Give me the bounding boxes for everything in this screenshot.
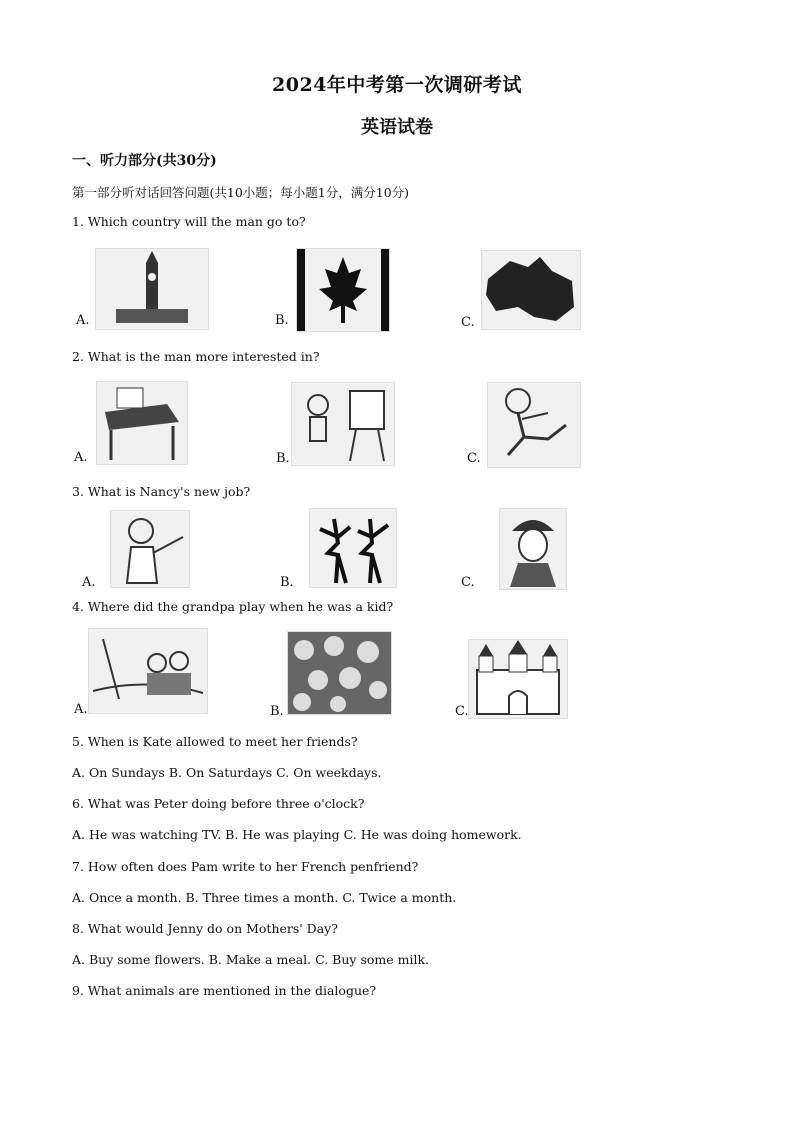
question-7-options: A. Once a month. B. Three times a month. C. Twice a month. xyxy=(72,890,457,905)
fishing-image xyxy=(88,628,208,714)
skating-boy-image xyxy=(487,382,581,468)
question-9: 9. What animals are mentioned in the dialogue? xyxy=(72,983,377,998)
q3-label-a: A. xyxy=(82,575,96,590)
question-8-options: A. Buy some flowers. B. Make a meal. C. Buy some milk. xyxy=(72,952,430,967)
big-ben-image xyxy=(95,248,209,330)
q1-label-c: C. xyxy=(461,315,475,330)
question-2: 2. What is the man more interested in? xyxy=(72,349,320,364)
question-4: 4. Where did the grandpa play when he was a kid? xyxy=(72,599,394,614)
q2-label-a: A. xyxy=(74,450,88,465)
question-6-options: A. He was watching TV. B. He was playing C. He was doing homework. xyxy=(72,827,522,842)
question-6: 6. What was Peter doing before three o'clock? xyxy=(72,796,365,811)
part-instructions: 第一部分听对话回答问题(共10小题；每小题1分，满分10分) xyxy=(72,185,410,200)
q2-label-b: B. xyxy=(276,451,290,466)
question-5: 5. When is Kate allowed to meet her friends? xyxy=(72,734,358,749)
opera-singer-image xyxy=(499,508,567,590)
q3-label-c: C. xyxy=(461,575,475,590)
question-8: 8. What would Jenny do on Mothers' Day? xyxy=(72,921,338,936)
q1-label-b: B. xyxy=(275,313,289,328)
question-5-options: A. On Sundays B. On Saturdays C. On weekdays. xyxy=(72,765,382,780)
q4-label-b: B. xyxy=(270,704,284,719)
question-3: 3. What is Nancy's new job? xyxy=(72,484,251,499)
painting-boy-image xyxy=(291,382,395,466)
dancers-image xyxy=(309,508,397,588)
section-heading: 一、听力部分(共30分) xyxy=(72,153,217,169)
exam-subtitle: 英语试卷 xyxy=(361,117,433,138)
teacher-image xyxy=(110,510,190,588)
piano-image xyxy=(96,381,188,465)
q2-label-c: C. xyxy=(467,451,481,466)
q4-label-a: A. xyxy=(74,702,88,717)
maple-leaf-flag-image xyxy=(296,248,390,332)
forest-image xyxy=(287,631,392,715)
question-7: 7. How often does Pam write to her French penfriend? xyxy=(72,859,419,874)
question-1: 1. Which country will the man go to? xyxy=(72,214,306,229)
castle-image xyxy=(468,639,568,719)
q3-label-b: B. xyxy=(280,575,294,590)
exam-title: 2024年中考第一次调研考试 xyxy=(272,74,522,96)
q4-label-c: C. xyxy=(455,704,469,719)
australia-map-image xyxy=(481,250,581,330)
q1-label-a: A. xyxy=(76,313,90,328)
